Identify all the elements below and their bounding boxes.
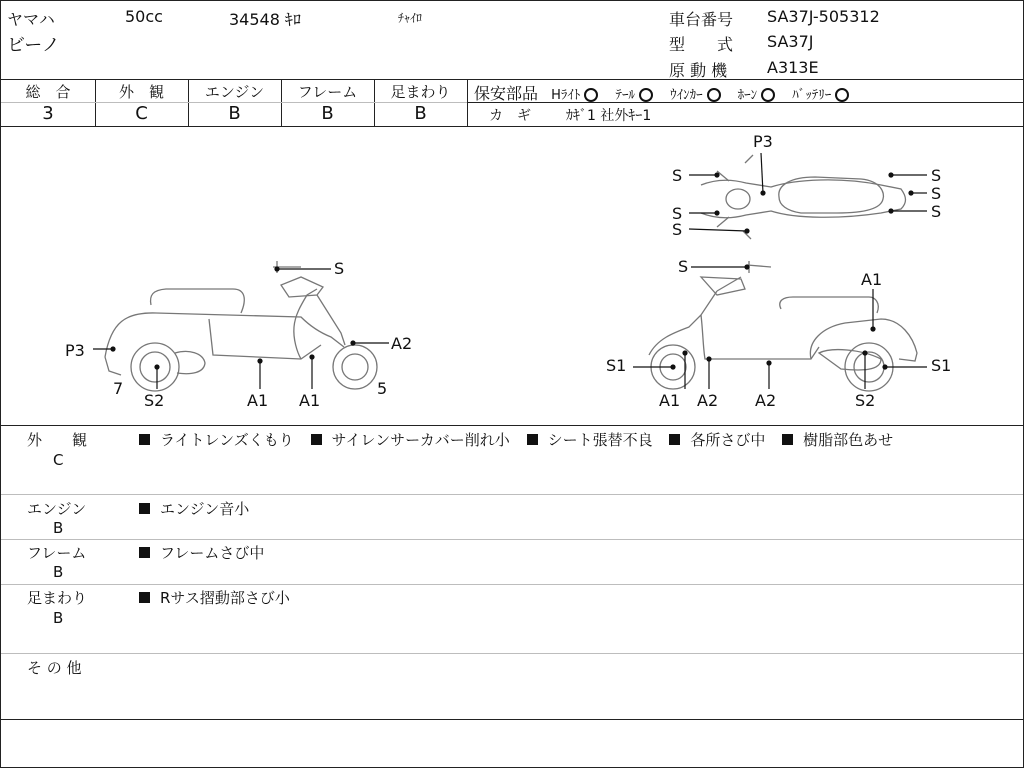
grade-label-suspension: 足まわり	[390, 83, 451, 101]
label-top-s: S	[672, 166, 683, 185]
marker-right-a1-2	[683, 351, 687, 389]
ok-circle-icon	[639, 88, 653, 102]
label-top-s: S	[931, 184, 942, 203]
label-right-s: S	[678, 257, 689, 276]
label-top-s: S	[672, 220, 683, 239]
label-left-p3: P3	[65, 341, 85, 360]
label-right-s2: S2	[855, 391, 876, 410]
safety-title: 保安部品	[474, 84, 539, 103]
label-top-p3: P3	[753, 132, 773, 151]
note-items-exterior: ライトレンズくもり サイレンサーカバー削れ小 シート張替不良 各所さび中 樹脂部色あせ	[139, 429, 905, 450]
label-left-7: 7	[113, 379, 124, 398]
marker-left-p3	[93, 347, 115, 351]
square-bullet-icon	[139, 547, 150, 558]
label-left-a2: A2	[391, 334, 413, 353]
marker-right-a2-2	[767, 361, 771, 389]
other-title: そ の 他	[27, 659, 82, 677]
label-right-a2: A2	[697, 391, 719, 410]
color: ﾁｬｲﾛ	[398, 11, 423, 25]
label-right-s1: S1	[931, 356, 952, 375]
label-left-a1: A1	[299, 391, 321, 410]
safety-item: ﾃｰﾙ	[615, 84, 653, 103]
label-right-s1: S1	[606, 356, 627, 375]
key-value: ｶｷﾞ1 社外ｷｰ1	[566, 108, 652, 124]
square-bullet-icon	[527, 434, 538, 445]
note-grade-exterior: C	[53, 451, 64, 469]
square-bullet-icon	[782, 434, 793, 445]
type-value: SA37J	[767, 32, 814, 51]
note-grade-frame: B	[53, 563, 64, 581]
frame-no-label: 車台番号	[669, 10, 734, 29]
label-left-s: S	[334, 259, 345, 278]
safety-parts	[474, 81, 861, 104]
note-items-suspension: Rサス摺動部さび小	[139, 587, 302, 608]
scooter-left-view	[105, 261, 377, 391]
marker-left-a1-2	[310, 355, 314, 389]
grade-label-overall: 総 合	[25, 83, 71, 101]
marker-left-a1-1	[258, 359, 262, 389]
displacement: 50cc	[125, 7, 163, 26]
note-grade-suspension: B	[53, 609, 64, 627]
note-items-engine: エンジン音小	[139, 498, 261, 519]
square-bullet-icon	[139, 434, 150, 445]
label-right-a1: A1	[861, 270, 883, 289]
frame-no: SA37J-505312	[767, 7, 880, 26]
engine-value: A313E	[767, 58, 819, 77]
divider	[1, 79, 1023, 80]
square-bullet-icon	[139, 503, 150, 514]
grade-label-exterior: 外 観	[118, 83, 164, 101]
marker-left-s2	[155, 365, 159, 389]
square-bullet-icon	[669, 434, 680, 445]
scooter-damage-diagram	[1, 127, 1023, 425]
grade-value-overall: 3	[42, 103, 54, 124]
marker-right-s1-left	[633, 365, 675, 369]
grade-value-suspension: B	[414, 103, 427, 124]
safety-item: Hﾗｲﾄ	[551, 84, 598, 103]
label-left-s2: S2	[144, 391, 165, 410]
grade-label-frame: フレーム	[297, 83, 358, 101]
key-label: カ ギ	[489, 108, 531, 124]
label-top-s: S	[931, 202, 942, 221]
note-title-frame: フレーム	[27, 544, 87, 562]
square-bullet-icon	[139, 592, 150, 603]
label-left-5: 5	[377, 379, 388, 398]
marker-right-a2-1	[707, 357, 711, 389]
ok-circle-icon	[835, 88, 849, 102]
marker-top-s4	[889, 173, 927, 177]
note-grade-engine: B	[53, 519, 64, 537]
label-right-a2: A2	[755, 391, 777, 410]
note-items-frame: フレームさび中	[139, 542, 276, 563]
ok-circle-icon	[707, 88, 721, 102]
label-top-s: S	[931, 166, 942, 185]
ok-circle-icon	[761, 88, 775, 102]
grade-value-engine: B	[228, 103, 241, 124]
type-label: 型 式	[669, 35, 734, 54]
model-name: ビーノ	[7, 35, 60, 56]
grade-label-engine: エンジン	[204, 83, 265, 101]
marker-left-a2	[351, 341, 389, 345]
marker-right-s1-right	[883, 365, 927, 369]
marker-top-s5	[909, 191, 927, 195]
square-bullet-icon	[311, 434, 322, 445]
marker-right-a1	[871, 289, 875, 331]
grade-value-exterior: C	[135, 103, 148, 124]
mileage: 34548 ｷﾛ	[229, 10, 301, 29]
marker-top-s1	[689, 173, 719, 177]
note-title-engine: エンジン	[27, 500, 87, 518]
safety-item: ﾎｰﾝ	[738, 84, 776, 103]
engine-label: 原 動 機	[669, 61, 728, 80]
note-title-exterior: 外 観	[27, 431, 88, 449]
note-title-suspension: 足まわり	[27, 589, 88, 607]
grade-value-frame: B	[321, 103, 334, 124]
label-right-a1: A1	[659, 391, 681, 410]
label-left-a1: A1	[247, 391, 269, 410]
safety-item: ﾊﾞｯﾃﾘｰ	[792, 84, 849, 103]
label-top-s: S	[672, 204, 683, 223]
marker-right-s	[691, 265, 749, 269]
ok-circle-icon	[584, 88, 598, 102]
scooter-top-view	[701, 155, 906, 239]
marker-top-p3	[761, 153, 765, 195]
marker-top-s3	[689, 229, 749, 233]
maker: ヤマハ	[7, 10, 55, 29]
safety-item: ｳｲﾝｶｰ	[670, 84, 721, 103]
